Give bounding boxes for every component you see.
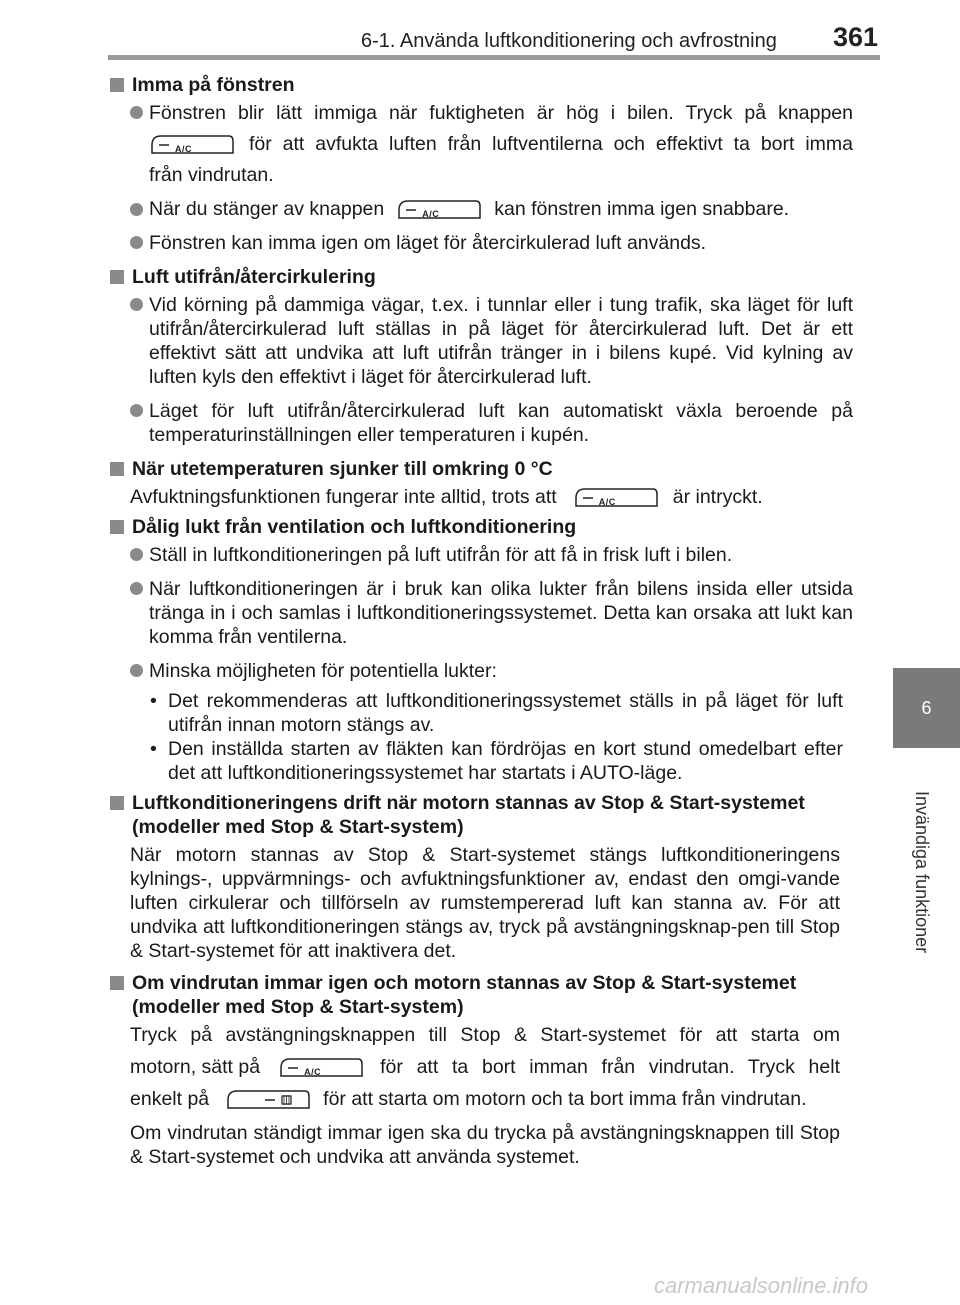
bullet-dot-icon [130, 404, 143, 417]
chapter-title: 6-1. Använda luftkonditionering och avfrostning [361, 30, 777, 52]
ac-button-icon: A/C [149, 133, 235, 155]
section-square-icon [110, 270, 124, 284]
bullet-dot-icon [130, 298, 143, 311]
sub-list-item: • Den inställda starten av fläkten kan fördröjas en kort stund omedelbart efter det att luftkonditioneringssystemet har startats i AUTO-läge. [150, 738, 843, 784]
list-item: Minska möjligheten för potentiella lukter: [130, 659, 853, 683]
chapter-tab-label: Invändiga funktioner [912, 791, 932, 954]
header-rule [108, 55, 880, 60]
section-heading: Imma på fönstren [110, 73, 853, 97]
ac-button-icon: A/C [278, 1056, 364, 1078]
list-item: Vid körning på dammiga vägar, t.ex. i tunnlar eller i tung trafik, ska läget för luft utifrån/återcirkulerad luft ställas in på läget för återcirkulerad luft. Det är ett effektivt sätt att undvika att luft utifrån tränger in i bilens kupé. Vid kylning av luften kyls den effektivt i läget för återcirkulerad luft. [130, 293, 853, 389]
page-number: 361 [833, 22, 879, 52]
bullet-dot-icon [130, 106, 143, 119]
section-heading: Luftkonditioneringens drift när motorn stannas av Stop & Start-systemet (modeller med Stop & Start-system) [110, 791, 853, 839]
list-item: När du stänger av knappen A/C kan fönstren imma igen snabbare. [130, 197, 853, 221]
rear-defrost-button-icon [225, 1088, 311, 1110]
list-item: När luftkonditioneringen är i bruk kan olika lukter från bilens insida eller utsida tränga in i och samlas i luftkonditioneringssystemet. Detta kan orsaka att lukt kan komma från ventilerna. [130, 577, 853, 649]
section-heading: Dålig lukt från ventilation och luftkonditionering [110, 515, 853, 539]
bullet-dot-icon [130, 203, 143, 216]
bullet-dot-icon [130, 582, 143, 595]
sub-list-item: • Det rekommenderas att luftkonditioneringssystemet ställs in på läget för luft utifrån innan motorn stängs av. [150, 690, 843, 736]
section-square-icon [110, 462, 124, 476]
page-header [0, 0, 880, 58]
list-item: Läget för luft utifrån/återcirkulerad luft kan automatiskt växla beroende på temperaturinställningen eller temperaturen i kupén. [130, 399, 853, 447]
section-text: När motorn stannas av Stop & Start-systemet stängs luftkonditioneringens kylnings-, uppvärmnings- och avfuktningsfunktioner av, endast den omgi-vande luften cirkulerar och tillförseln av rumstempererad luft kan stanna av. För att undvika att luftkonditioneringen stängs av, tryck på avstängningsknap-pen till Stop & Start-systemet för att inaktivera det. [130, 844, 840, 962]
section-square-icon [110, 78, 124, 92]
list-item: Fönstren kan imma igen om läget för återcirkulerad luft används. [130, 231, 853, 255]
section-square-icon [110, 796, 124, 810]
bullet-dot-icon [130, 664, 143, 677]
watermark: carmanualsonline.info [654, 1273, 869, 1298]
chapter-tab[interactable]: 6 [893, 668, 960, 748]
bullet-dot-icon [130, 236, 143, 249]
page-content [110, 73, 853, 1175]
list-item: Ställ in luftkonditioneringen på luft utifrån för att få in frisk luft i bilen. [130, 543, 853, 567]
section-heading: När utetemperaturen sjunker till omkring 0 °C [110, 457, 853, 481]
section-text: Avfuktningsfunktionen fungerar inte alltid, trots att A/C är intryckt. [130, 486, 763, 508]
bullet-dot-icon [130, 548, 143, 561]
section-text: Tryck på avstängningsknappen till Stop & Start-systemet för att starta om motorn, sätt på A/C för att ta bort imman från vindrutan. Tryck helt enkelt på för att starta om motorn och ta bort imma från vindrutan. Om vindrutan ständigt immar igen ska du trycka på avstängningsknappen till Stop & Start-systemet och undvika att använda systemet. [130, 1024, 840, 1168]
section-heading: Luft utifrån/återcirkulering [110, 265, 853, 289]
section-square-icon [110, 976, 124, 990]
ac-button-icon: A/C [573, 486, 659, 508]
list-item: Fönstren blir lätt immiga när fuktigheten är hög i bilen. Tryck på knappen A/C för att avfukta luften från luftventilerna och effektivt ta bort imma från vindrutan. [130, 101, 853, 187]
ac-button-icon: A/C [396, 198, 482, 220]
section-heading: Om vindrutan immar igen och motorn stannas av Stop & Start-systemet (modeller med Stop & Start-system) [110, 971, 853, 1019]
section-square-icon [110, 520, 124, 534]
